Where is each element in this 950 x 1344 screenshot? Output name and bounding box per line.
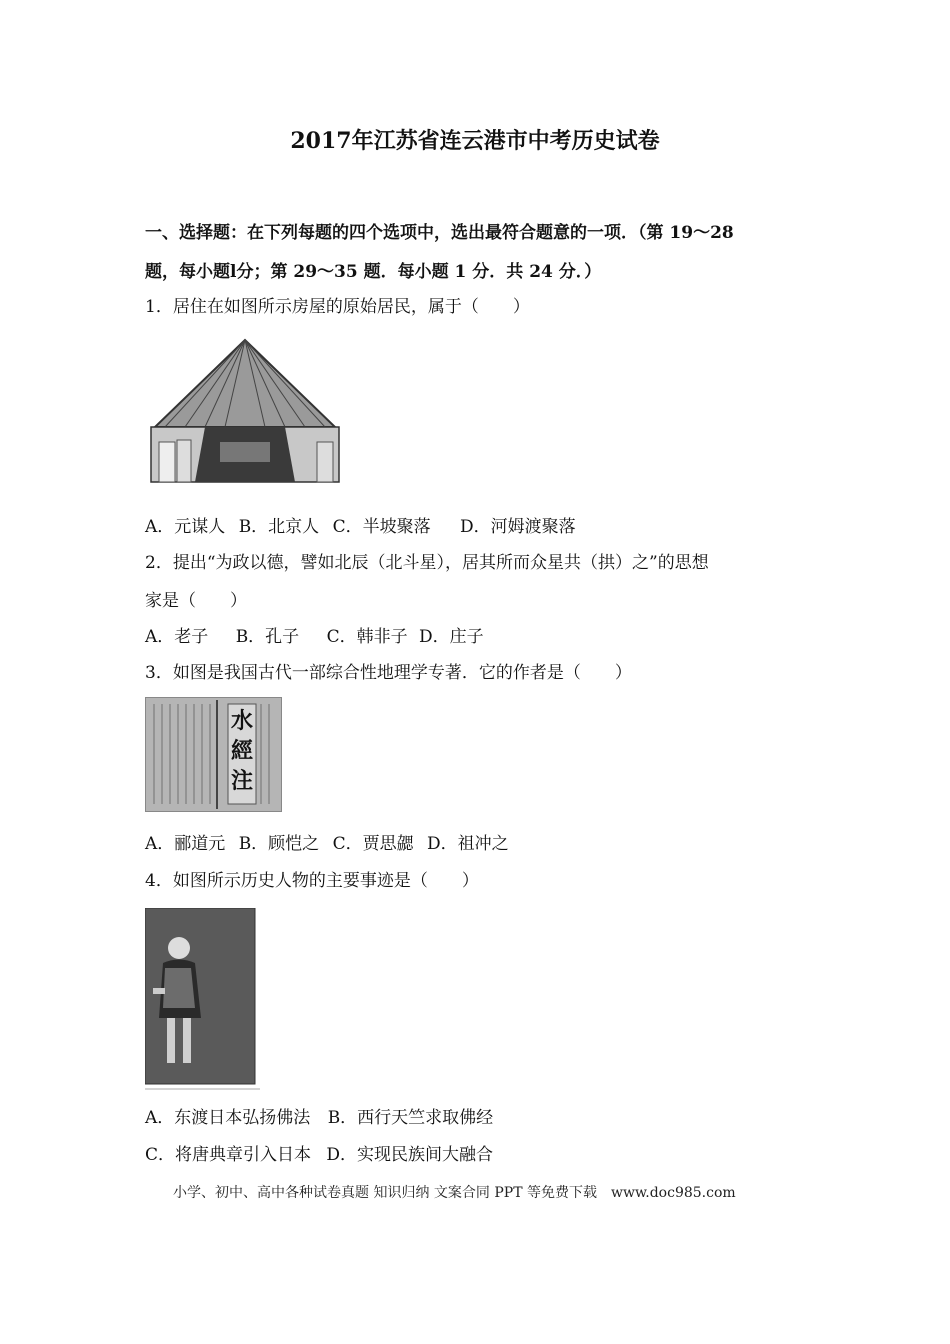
question-2-stem-line-1: 2．提出“为政以德，譬如北辰（北斗星），居其所而众星共（拱）之”的思想 [145,553,709,573]
page-title: 2017年江苏省连云港市中考历史试卷 [290,128,660,154]
book-image [145,697,282,812]
option-a[interactable]: A．东渡日本弘扬佛法 [145,1108,311,1128]
option-b[interactable]: B．北京人 [238,517,320,537]
option-d[interactable]: D．祖冲之 [427,834,509,854]
option-d[interactable]: D．实现民族间大融合 [326,1145,494,1165]
option-c[interactable]: C．将唐典章引入日本 [145,1145,312,1165]
book-page-texture [146,698,281,811]
section-heading-line-1: 一、选择题：在下列每题的四个选项中，选出最符合题意的一项．（第 19～28 [145,223,734,243]
book-char-2: 經 [230,738,253,764]
option-a[interactable]: A．元谋人 [145,517,226,537]
option-b[interactable]: B．顾恺之 [238,834,320,854]
book-char-1: 水 [230,708,253,734]
option-b[interactable]: B．孔子 [235,627,300,647]
question-2-stem-line-2: 家是（ ） [145,591,247,611]
question-4-options-row-1 [145,1103,493,1128]
option-d[interactable]: D．河姆渡聚落 [460,517,576,537]
question-2-options [145,622,484,647]
portrait-image [145,908,260,1090]
question-4-stem: 4．如图所示历史人物的主要事迹是（ ） [145,871,479,891]
question-1-stem: 1．居住在如图所示房屋的原始居民，属于（ ） [145,297,530,317]
option-c[interactable]: C．韩非子 [326,627,408,647]
section-heading-line-2: 题，每小题l分；第 29～35 题．每小题 1 分．共 24 分．） [145,262,602,282]
book-char-3: 注 [230,768,253,794]
hut-image [145,332,345,494]
question-4-options-row-2 [145,1140,493,1165]
question-3-options [145,829,509,854]
option-c[interactable]: C．贾思勰 [332,834,414,854]
question-1-options [145,512,576,537]
footer-text: 小学、初中、高中各种试卷真题 知识归纳 文案合同 PPT 等免费下载 www.doc985.com [173,1185,736,1201]
option-a[interactable]: A．老子 [145,627,209,647]
option-b[interactable]: B．西行天竺求取佛经 [327,1108,494,1128]
question-3-stem: 3．如图是我国古代一部综合性地理学专著．它的作者是（ ） [145,663,632,683]
option-c[interactable]: C．半坡聚落 [332,517,431,537]
option-d[interactable]: D．庄子 [419,627,484,647]
option-a[interactable]: A．郦道元 [145,834,226,854]
